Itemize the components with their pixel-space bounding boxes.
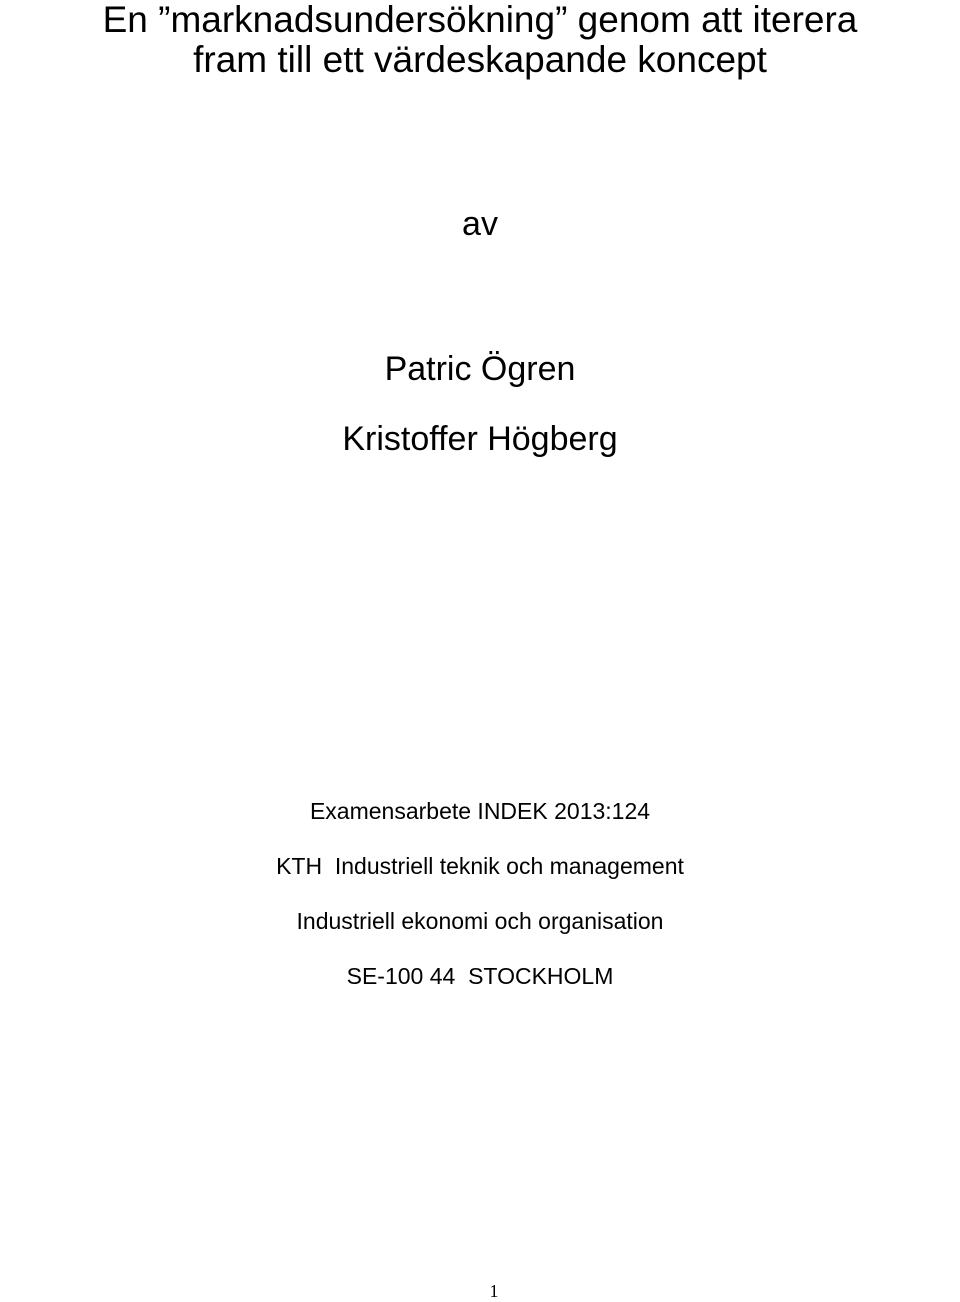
page-number: 1 bbox=[489, 1281, 499, 1301]
author-name: Kristoffer Högberg bbox=[342, 420, 618, 458]
thesis-number: Examensarbete INDEK 2013:124 bbox=[309, 798, 651, 824]
title-line-2: fram till ett värdeskapande koncept bbox=[193, 39, 767, 80]
postal-address: SE-100 44 STOCKHOLM bbox=[346, 963, 614, 989]
title-line-1: En ”marknadsundersökning” genom att iterera bbox=[102, 0, 858, 40]
author-name: Patric Ögren bbox=[384, 350, 576, 388]
department-name: Industriell ekonomi och organisation bbox=[296, 908, 664, 934]
school-name: KTH Industriell teknik och management bbox=[276, 853, 684, 879]
by-label: av bbox=[462, 205, 498, 243]
